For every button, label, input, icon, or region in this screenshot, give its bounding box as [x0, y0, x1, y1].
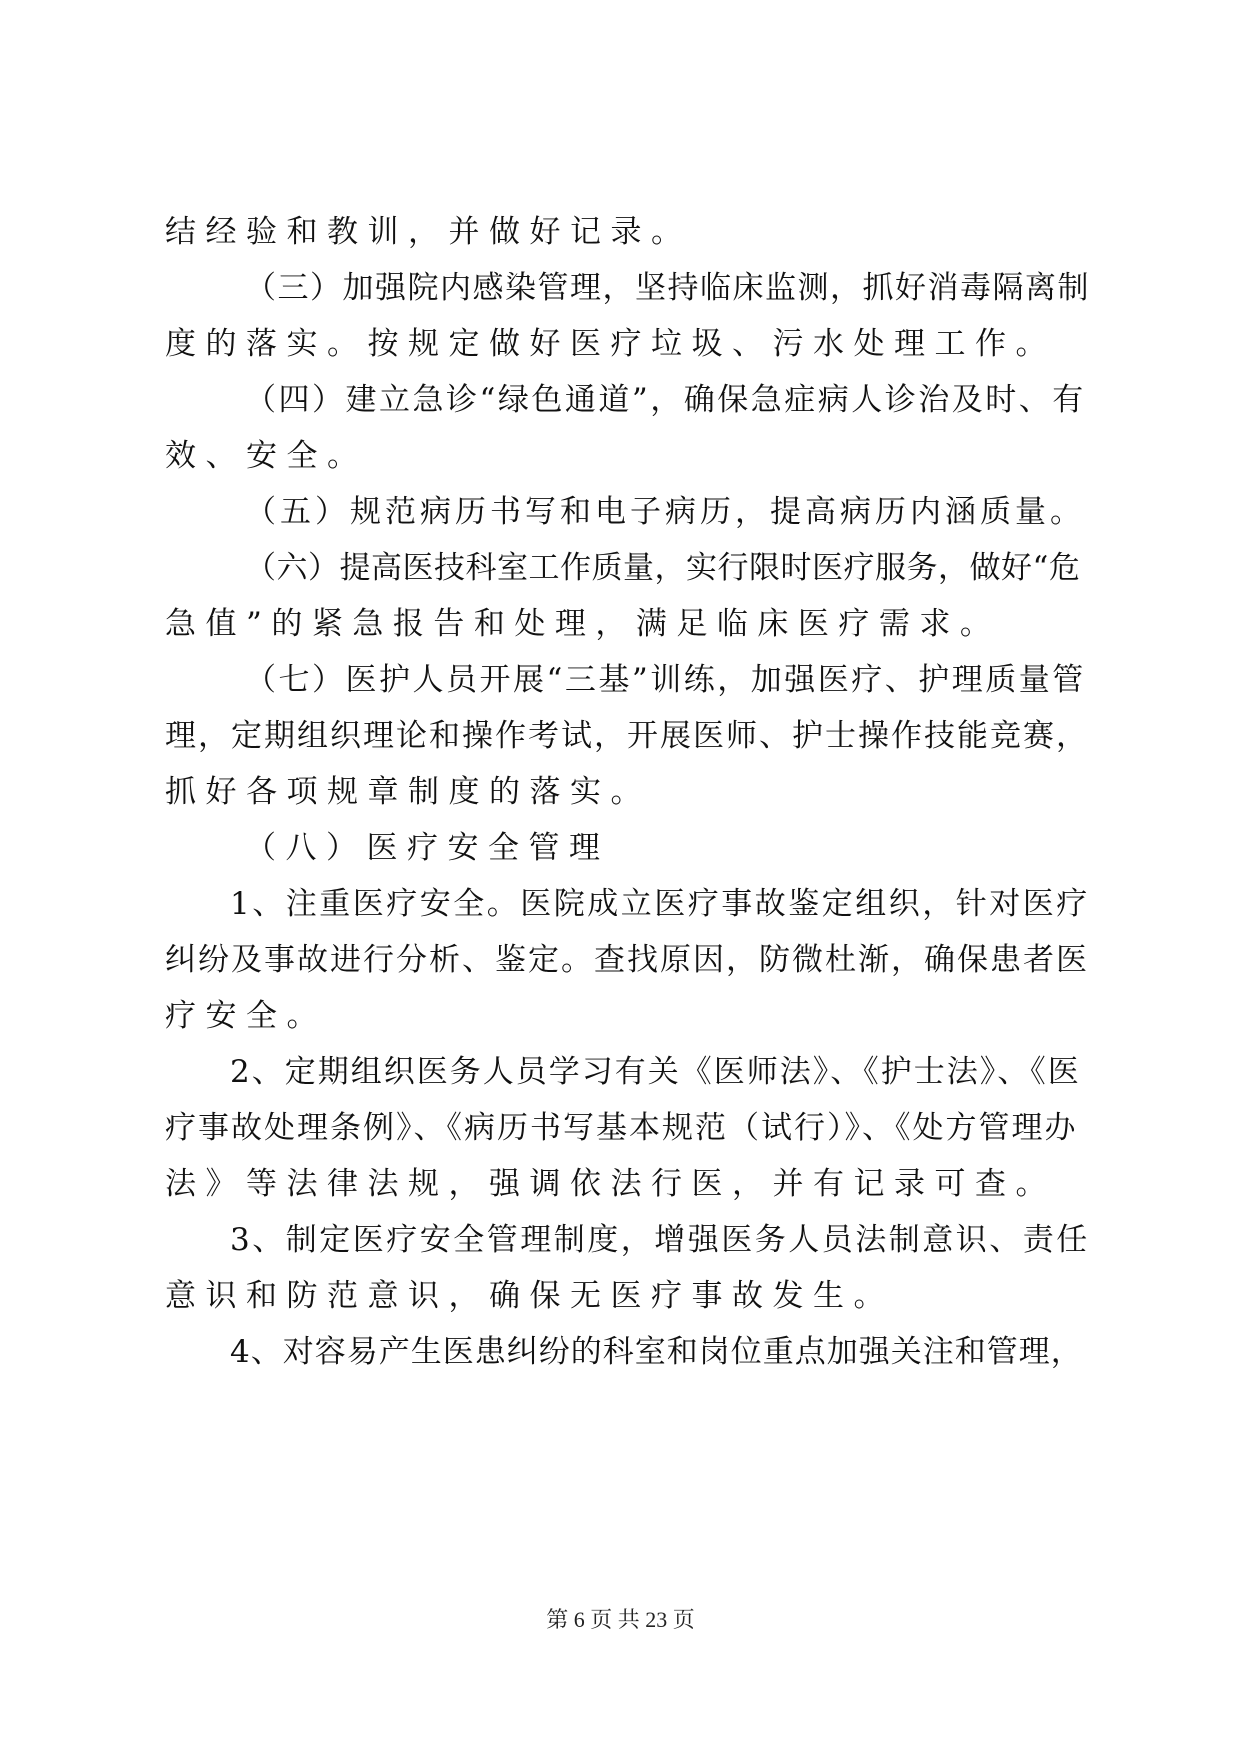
- text-line: 4、对容易产生医患纠纷的科室和岗位重点加强关注和管理，: [230, 1334, 1083, 1370]
- text-line: 疗事故处理条例》、《病历书写基本规范（试行）》、《处方管理办: [165, 1110, 1078, 1146]
- section-heading: （八）医疗安全管理: [245, 830, 610, 866]
- text-line: （七）医护人员开展“三基”训练，加强医疗、护理质量管: [245, 662, 1086, 698]
- text-line: 3、制定医疗安全管理制度，增强医务人员法制意识、责任: [230, 1222, 1090, 1258]
- text-line: （六）提高医技科室工作质量，实行限时医疗服务，做好“危: [245, 550, 1081, 586]
- text-line: 抓好各项规章制度的落实。: [165, 774, 651, 810]
- text-line: 急值”的紧急报告和处理，满足临床医疗需求。: [165, 606, 1001, 642]
- text-line: 结经验和教训，并做好记录。: [165, 214, 692, 250]
- text-line: （四）建立急诊“绿色通道”，确保急症病人诊治及时、有: [245, 382, 1086, 418]
- text-line: 效、安全。: [165, 438, 368, 474]
- text-line: （三）加强院内感染管理，坚持临床监测，抓好消毒隔离制: [245, 270, 1090, 306]
- text-line: 纠纷及事故进行分析、鉴定。查找原因，防微杜渐，确保患者医: [165, 942, 1089, 978]
- text-line: （五）规范病历书写和电子病历，提高病历内涵质量。: [245, 494, 1085, 530]
- text-line: 2、定期组织医务人员学习有关《医师法》、《护士法》、《医: [230, 1054, 1081, 1090]
- text-line: 意识和防范意识，确保无医疗事故发生。: [165, 1278, 894, 1314]
- text-line: 度的落实。按规定做好医疗垃圾、污水处理工作。: [165, 326, 1056, 362]
- text-line: 理，定期组织理论和操作考试，开展医师、护士操作技能竞赛，: [165, 718, 1089, 754]
- text-line: 1、注重医疗安全。医院成立医疗事故鉴定组织，针对医疗: [230, 886, 1090, 922]
- page-number-footer: 第 6 页 共 23 页: [546, 1607, 695, 1632]
- text-line: 法》等法律法规，强调依法行医，并有记录可查。: [165, 1166, 1056, 1202]
- text-line: 疗安全。: [165, 998, 327, 1034]
